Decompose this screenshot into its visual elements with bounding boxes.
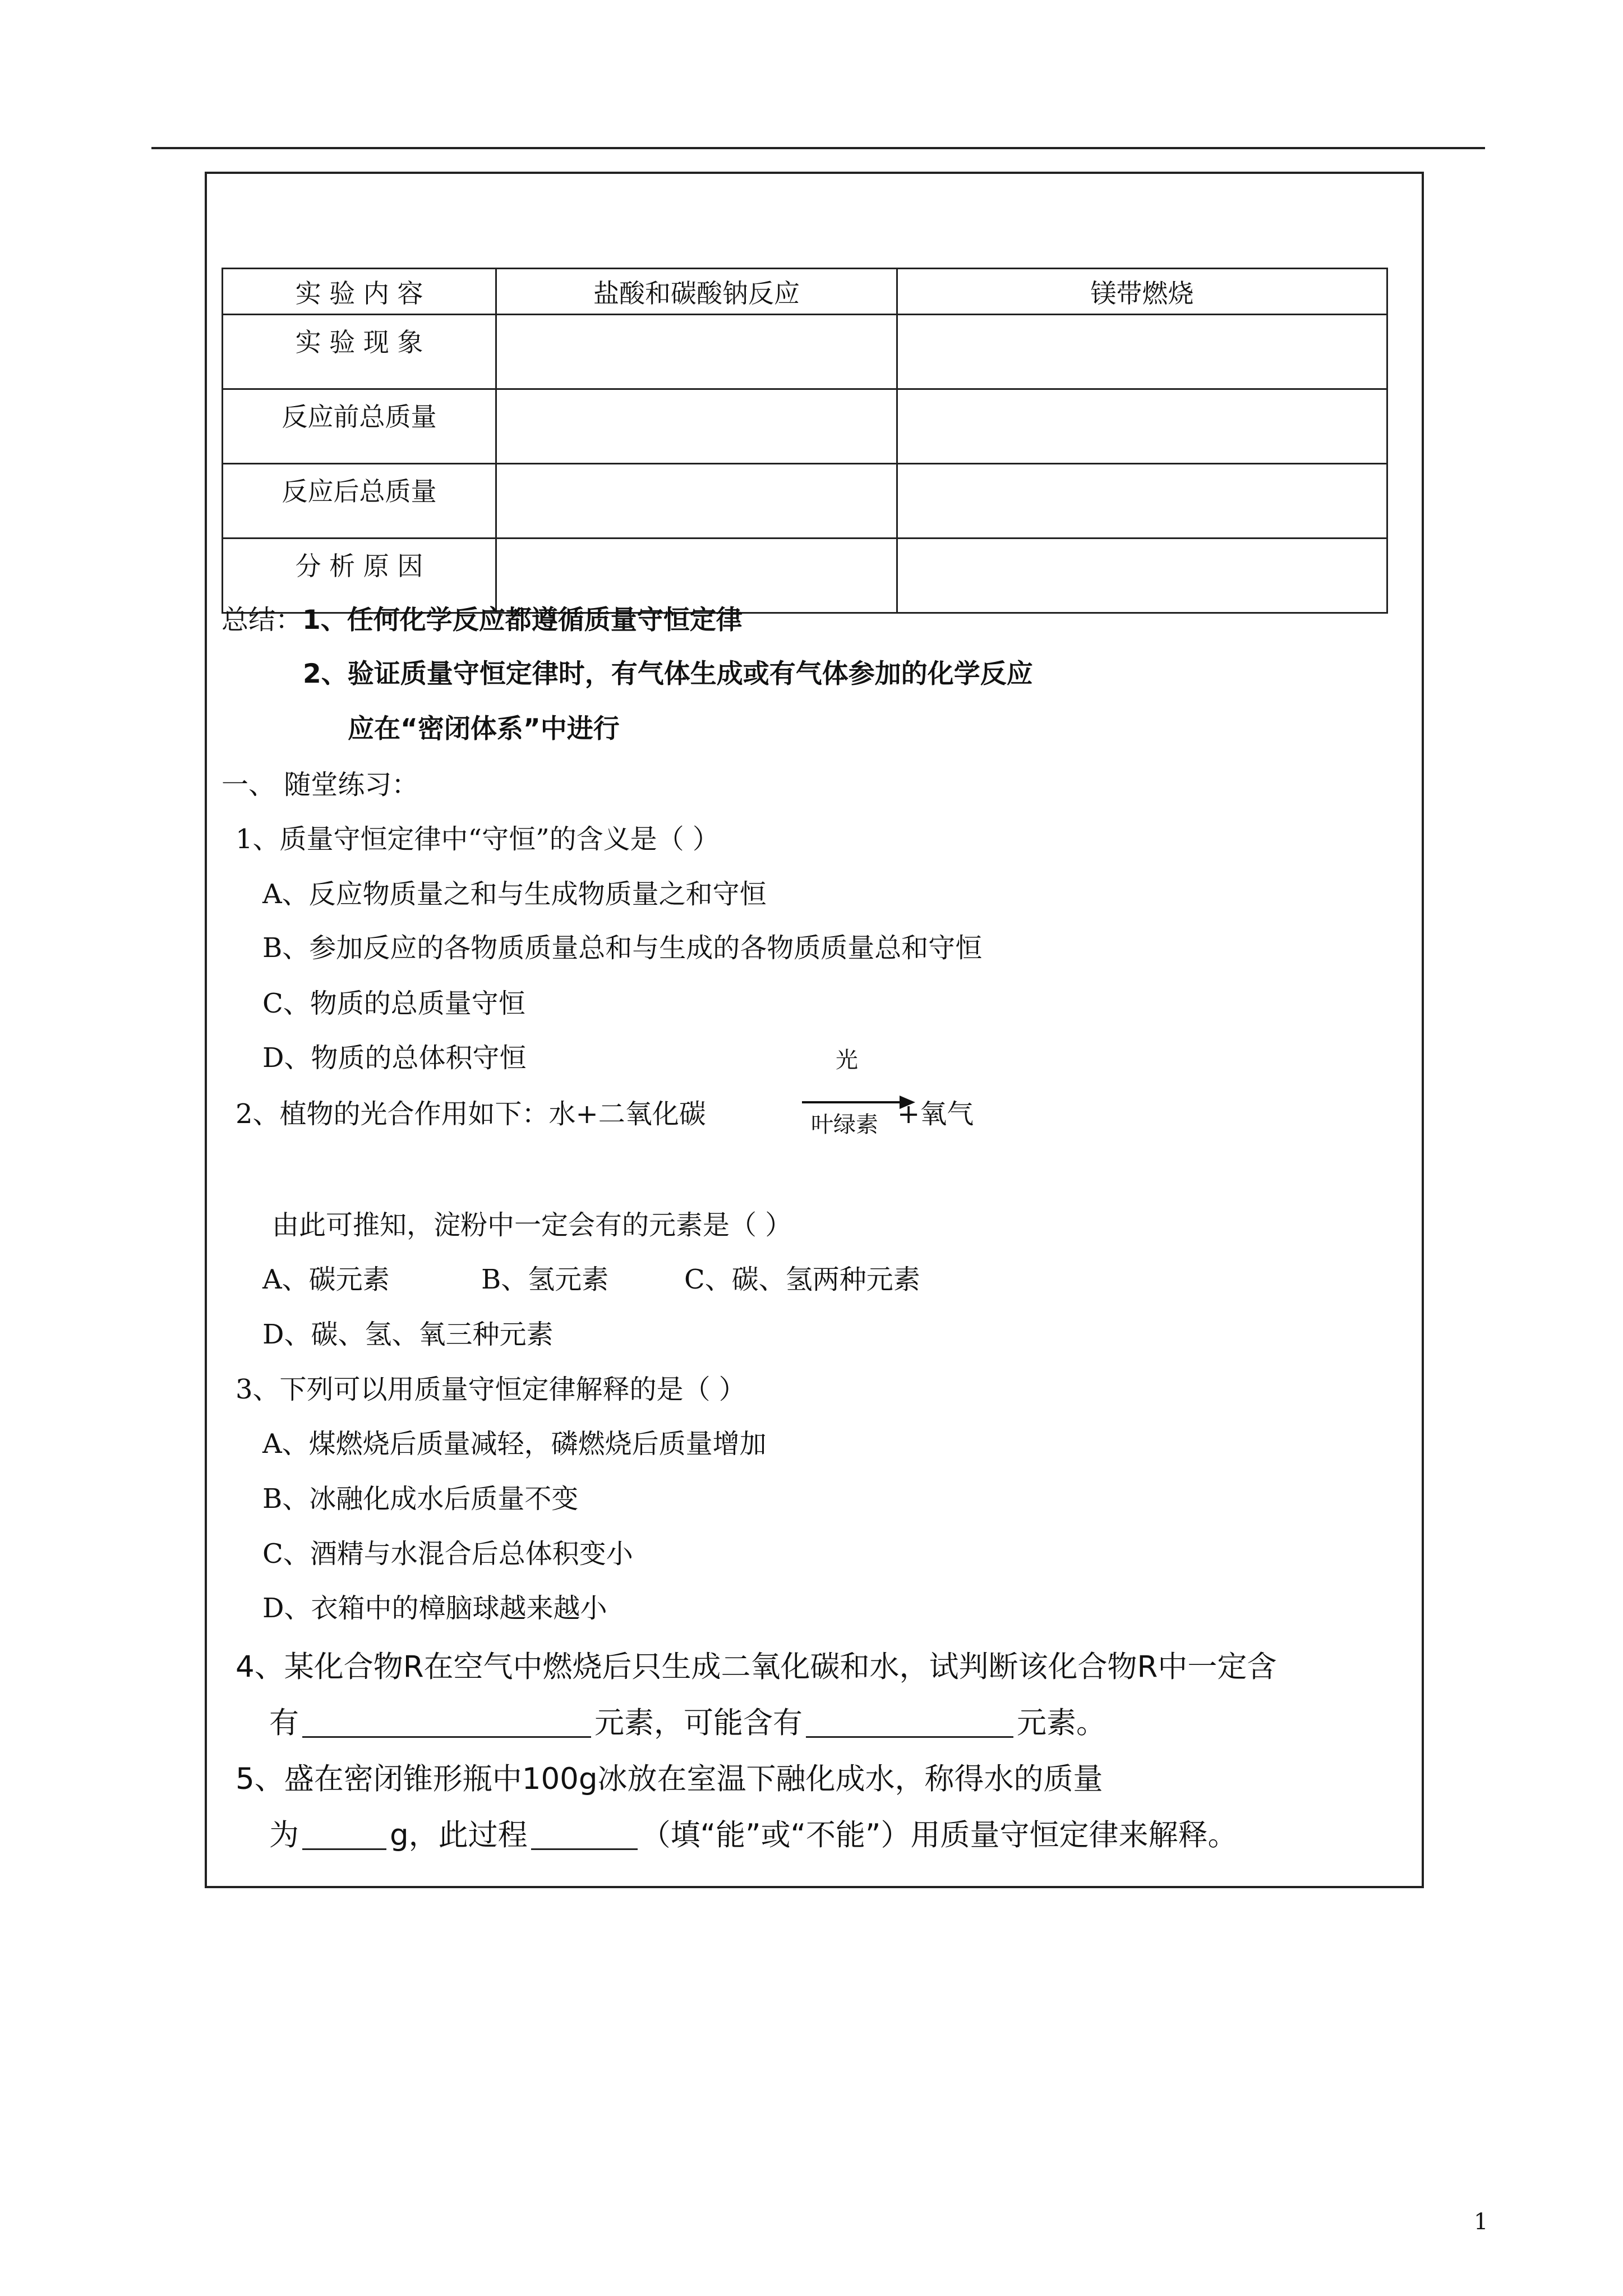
answer-cell[interactable]: [496, 389, 897, 464]
question-1-stem: 1、质量守恒定律中“守恒”的含义是（ ）: [236, 823, 720, 855]
answer-blank[interactable]: [302, 1710, 591, 1738]
question-1-option-c[interactable]: C、物质的总质量守恒: [262, 988, 525, 1019]
row-label-analysis: 分 析 原 因: [223, 539, 496, 613]
question-2-stem: 2、植物的光合作用如下：水+二氧化碳: [236, 1098, 706, 1130]
question-5-text-2: g，此过程: [390, 1818, 528, 1852]
reaction-product: +氧气: [897, 1098, 974, 1130]
row-label-mass-after: 反应后总质量: [223, 464, 496, 539]
question-5-fill-line: [269, 1820, 1238, 1850]
question-1-option-b[interactable]: B、参加反应的各物质质量总和与生成的各物质质量总和守恒: [262, 932, 983, 964]
summary-prefix: 总结：: [222, 604, 303, 636]
question-4-text-3: 元素。: [1017, 1706, 1106, 1740]
table-row: [223, 389, 1387, 464]
summary-point-3: 应在“密闭体系”中进行: [348, 714, 620, 744]
row-label-phenomenon: 实 验 现 象: [223, 315, 496, 389]
answer-cell[interactable]: [897, 389, 1387, 464]
summary-point-2: 2、验证质量守恒定律时，有气体生成或有气体参加的化学反应: [303, 659, 1033, 689]
table-header-row: [223, 269, 1387, 315]
question-3-option-b[interactable]: B、冰融化成水后质量不变: [262, 1483, 579, 1515]
question-1-option-d[interactable]: D、物质的总体积守恒: [262, 1042, 527, 1074]
summary-point-1: 1、任何化学反应都遵循质量守恒定律: [302, 605, 743, 636]
question-2-option-c[interactable]: C、碳、氢两种元素: [684, 1264, 920, 1295]
question-2-option-d[interactable]: D、碳、氢、氧三种元素: [262, 1319, 554, 1350]
answer-blank[interactable]: [302, 1823, 386, 1850]
table-row: [223, 539, 1387, 613]
header-cell-hcl-na2co3: 盐酸和碳酸钠反应: [496, 269, 897, 315]
question-2-follow: 由此可推知，淀粉中一定会有的元素是（ ）: [272, 1209, 792, 1241]
table-row: [223, 464, 1387, 539]
question-3-option-a[interactable]: A、煤燃烧后质量减轻，磷燃烧后质量增加: [262, 1428, 767, 1460]
question-1-option-a[interactable]: A、反应物质量之和与生成物质量之和守恒: [262, 878, 767, 910]
question-5-text-3: （填“能”或“不能”）用质量守恒定律来解释。: [640, 1818, 1238, 1852]
page-number: 1: [1474, 2209, 1488, 2235]
question-5-text-1: 为: [269, 1818, 299, 1852]
table-row: [223, 315, 1387, 389]
experiment-table: [222, 268, 1388, 614]
reaction-condition-chlorophyll: 叶绿素: [811, 1112, 878, 1138]
answer-cell[interactable]: [496, 315, 897, 389]
reaction-condition-light: 光: [836, 1047, 858, 1073]
question-4-fill-line: [269, 1708, 1106, 1738]
question-5-stem: 5、盛在密闭锥形瓶中100g冰放在室温下融化成水，称得水的质量: [236, 1762, 1103, 1796]
answer-cell[interactable]: [496, 464, 897, 539]
question-3-stem: 3、下列可以用质量守恒定律解释的是（ ）: [236, 1374, 746, 1405]
answer-cell[interactable]: [897, 315, 1387, 389]
section-heading: 一、 随堂练习：: [222, 769, 419, 800]
answer-blank[interactable]: [531, 1823, 638, 1850]
summary-line-1: [222, 604, 743, 636]
question-2-option-b[interactable]: B、氢元素: [481, 1264, 609, 1295]
question-4-stem: 4、某化合物R在空气中燃烧后只生成二氧化碳和水，试判断该化合物R中一定含: [236, 1650, 1277, 1684]
question-3-option-c[interactable]: C、酒精与水混合后总体积变小: [262, 1538, 633, 1570]
row-label-mass-before: 反应前总质量: [223, 389, 496, 464]
answer-cell[interactable]: [897, 539, 1387, 613]
question-2-option-a[interactable]: A、碳元素: [262, 1264, 390, 1295]
reaction-arrow-icon: [802, 1101, 910, 1103]
header-cell-content: 实 验 内 容: [223, 269, 496, 315]
answer-blank[interactable]: [806, 1710, 1013, 1738]
header-rule: [151, 147, 1485, 149]
header-cell-mg-burning: 镁带燃烧: [897, 269, 1387, 315]
answer-cell[interactable]: [897, 464, 1387, 539]
question-4-text-1: 有: [269, 1706, 299, 1740]
question-4-text-2: 元素，可能含有: [594, 1706, 803, 1740]
answer-cell[interactable]: [496, 539, 897, 613]
question-3-option-d[interactable]: D、衣箱中的樟脑球越来越小: [262, 1593, 607, 1624]
